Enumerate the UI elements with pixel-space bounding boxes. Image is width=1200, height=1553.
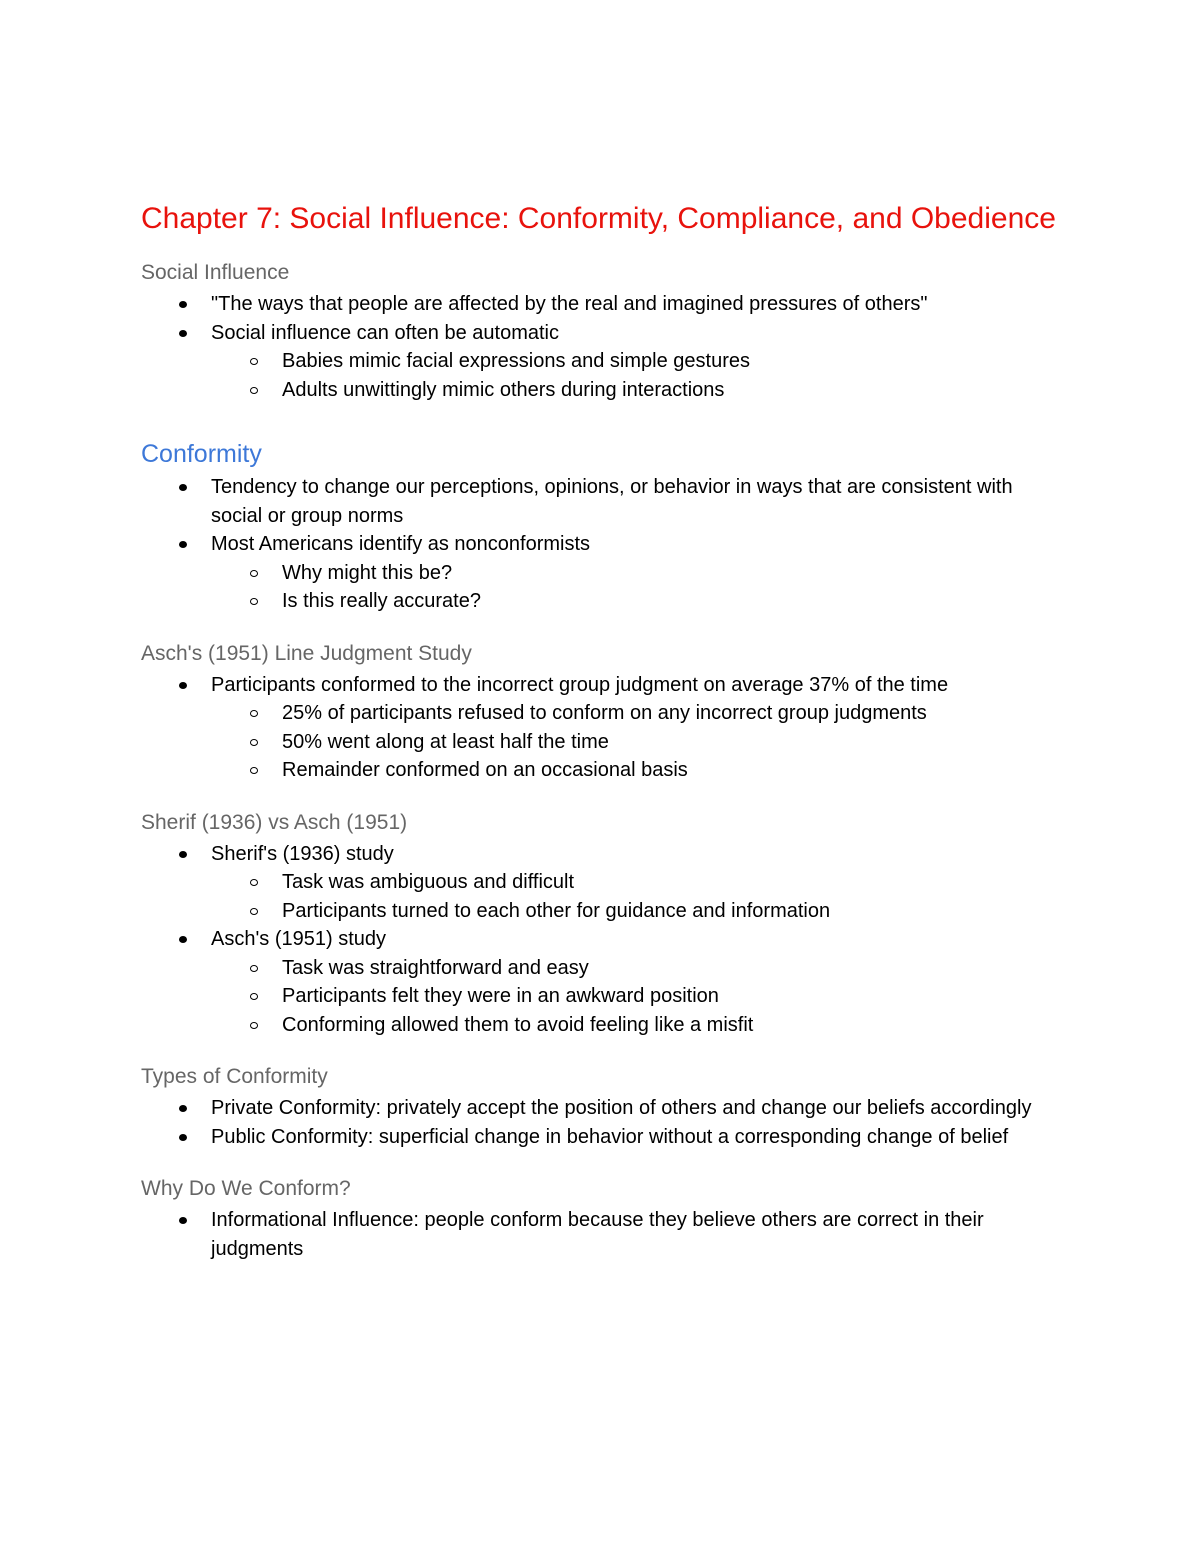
bullet-circle-icon [250,908,258,915]
sub-bullet-list [141,559,1061,616]
sub-list-item-text: Adults unwittingly mimic others during interactions [282,378,725,401]
section-social-influence [141,259,1061,404]
bullet-list [141,1206,1061,1263]
list-item [211,290,1061,319]
list-item [211,319,1061,348]
sub-list-item-text: 50% went along at least half the time [282,730,609,753]
sub-list-item-text: Participants turned to each other for guidance and information [282,899,831,922]
sub-list-item-text: Conforming allowed them to avoid feeling like a misfit [282,1013,754,1036]
chapter-title: Chapter 7: Social Influence: Conformity, Compliance, and Obedience [141,202,1056,235]
list-item-text: Asch's (1951) study [211,928,387,950]
bullet-circle-icon [250,598,258,605]
list-item-text: Most Americans identify as nonconformists [211,533,591,555]
bullet-dot-icon [179,1217,187,1224]
sub-list-item-text: 25% of participants refused to conform on any incorrect group judgments [282,702,927,724]
list-item-text: "The ways that people are affected by the real and imagined pressures of others" [211,293,928,315]
sub-list-item [282,982,1061,1011]
bullet-circle-icon [250,570,258,577]
sub-bullet-list [141,954,1061,1040]
list-item [211,1206,1061,1263]
section-heading: Types of Conformity [141,1065,328,1088]
sub-list-item [282,728,1061,757]
bullet-circle-icon [250,710,258,717]
section-heading: Asch's (1951) Line Judgment Study [141,641,472,665]
sub-list-item-text: Task was straightforward and easy [282,956,589,979]
section-heading: Social Influence [141,261,290,284]
bullet-circle-icon [250,993,258,1000]
list-item-text: Informational Influence: people conform because they believe others are correct in their judgments [211,1209,984,1260]
list-item [211,840,1061,869]
sub-list-item-text: Participants felt they were in an awkward position [282,985,719,1007]
bullet-circle-icon [250,1022,258,1029]
document-body [141,201,1061,1287]
bullet-circle-icon [250,387,258,394]
bullet-dot-icon [179,1134,187,1141]
sub-bullet-list [141,347,1061,404]
bullet-circle-icon [250,358,258,365]
list-item-text: Tendency to change our perceptions, opinions, or behavior in ways that are consistent with social or group norms [211,476,1013,527]
sub-list-item [282,954,1061,983]
list-item-text: Public Conformity: superficial change in behavior without a corresponding change of belief [211,1125,1009,1148]
sub-list-item [282,1011,1061,1040]
bullet-list [141,1094,1061,1151]
bullet-dot-icon [179,851,187,858]
sub-list-item [282,347,1061,376]
section-heading: Why Do We Conform? [141,1177,351,1200]
bullet-circle-icon [250,965,258,972]
list-item [211,530,1061,559]
list-item [211,1094,1061,1123]
bullet-list [141,473,1061,559]
sub-list-item-text: Why might this be? [282,561,453,584]
sub-bullet-list [141,699,1061,785]
bullet-list [141,671,1061,700]
list-item [211,1123,1061,1152]
sub-list-item-text: Babies mimic facial expressions and simple gestures [282,350,750,372]
list-item [211,925,1061,954]
list-item-text: Private Conformity: privately accept the position of others and change our beliefs accordingly [211,1097,1032,1119]
bullet-dot-icon [179,936,187,943]
section-asch-line-judgment [141,640,1061,785]
section-why-conform [141,1175,1061,1263]
section-sherif-vs-asch [141,809,1061,1040]
section-types-of-conformity [141,1063,1061,1151]
bullet-circle-icon [250,767,258,774]
list-item-text: Participants conformed to the incorrect group judgment on average 37% of the time [211,673,949,696]
bullet-list [141,290,1061,347]
sub-bullet-list [141,868,1061,925]
list-item-text: Sherif's (1936) study [211,842,394,865]
bullet-circle-icon [250,879,258,886]
bullet-dot-icon [179,541,187,548]
bullet-dot-icon [179,682,187,689]
bullet-list [141,925,1061,954]
section-heading: Sherif (1936) vs Asch (1951) [141,810,408,834]
sub-list-item [282,559,1061,588]
section-conformity [141,438,1061,616]
bullet-dot-icon [179,484,187,491]
list-item-text: Social influence can often be automatic [211,321,559,344]
bullet-list [141,840,1061,869]
bullet-dot-icon [179,301,187,308]
sub-list-item-text: Is this really accurate? [282,590,481,612]
sub-list-item [282,756,1061,785]
bullet-circle-icon [250,739,258,746]
bullet-dot-icon [179,330,187,337]
sub-list-item [282,376,1061,405]
sub-list-item-text: Remainder conformed on an occasional basis [282,759,688,781]
list-item [211,671,1061,700]
bullet-dot-icon [179,1105,187,1112]
list-item [211,473,1061,530]
sub-list-item-text: Task was ambiguous and difficult [282,871,575,893]
sub-list-item [282,897,1061,926]
sub-list-item [282,587,1061,616]
section-heading: Conformity [141,440,262,468]
sub-list-item [282,868,1061,897]
sub-list-item [282,699,1061,728]
